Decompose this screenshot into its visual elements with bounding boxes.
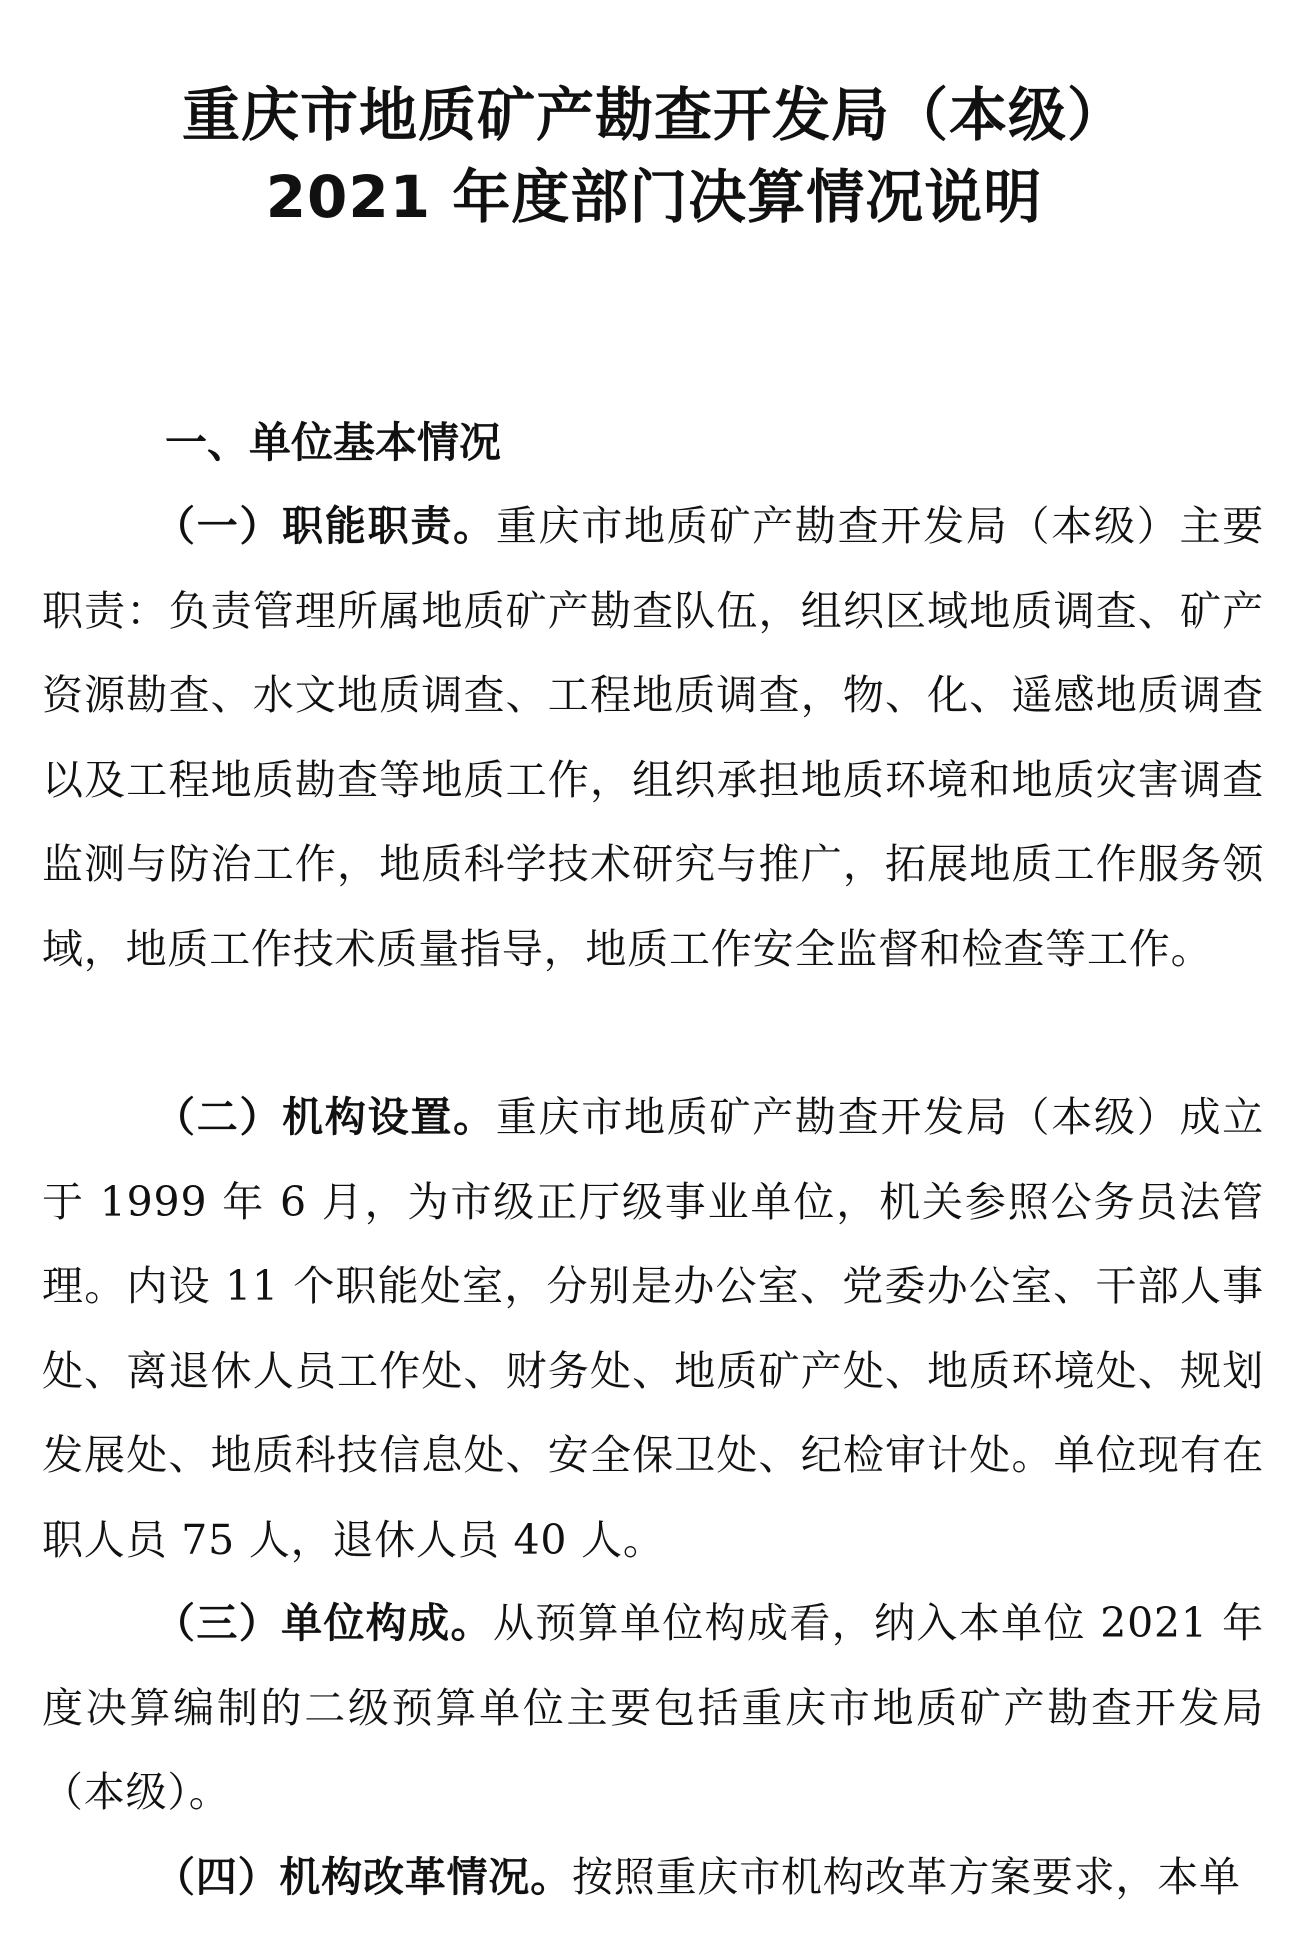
- document-title-line-2: 2021 年度部门决算情况说明: [265, 163, 1043, 231]
- paragraph-lead: （三）单位构成。: [154, 1599, 493, 1647]
- paragraph-lead: （二）机构设置。: [154, 1093, 496, 1141]
- paragraph-lead: （一）职能职责。: [154, 502, 496, 550]
- paragraph-lead: （四）机构改革情况。: [154, 1853, 572, 1901]
- paragraph-composition: [42, 1581, 1264, 1835]
- paragraph-body: 从预算单位构成看，纳入本单位 2021 年度决算编制的二级预算单位主要包括重庆市地质矿产勘查开发局（本级）。: [42, 1599, 1264, 1816]
- paragraph-body: 重庆市地质矿产勘查开发局（本级）主要职责：负责管理所属地质矿产勘查队伍，组织区域地质调查、矿产资源勘查、水文地质调查、工程地质调查，物、化、遥感地质调查以及工程地质勘查等地质工作，组织承担地质环境和地质灾害调查监测与防治工作，地质科学技术研究与推广，拓展地质工作服务领域，地质工作技术质量指导，地质工作安全监督和检查等工作。: [42, 502, 1264, 973]
- paragraph-reform: [42, 1835, 1264, 1920]
- paragraph-organization: [42, 1075, 1264, 1582]
- section-heading: 一、单位基本情况: [165, 418, 502, 467]
- paragraph-body: 按照重庆市机构改革方案要求，本单: [572, 1853, 1241, 1901]
- document-title-line-1: 重庆市地质矿产勘查开发局（本级）: [181, 81, 1126, 149]
- paragraph-functions: [42, 484, 1264, 991]
- paragraph-body: 重庆市地质矿产勘查开发局（本级）成立于 1999 年 6 月，为市级正厅级事业单位，机关参照公务员法管理。内设 11 个职能处室，分别是办公室、党委办公室、干部人事处、离退休人员工作处、财务处、地质矿产处、地质环境处、规划发展处、地质科技信息处、安全保卫处、纪检审计处。单位现有在职人员 75 人，退休人员 40 人。: [42, 1093, 1264, 1564]
